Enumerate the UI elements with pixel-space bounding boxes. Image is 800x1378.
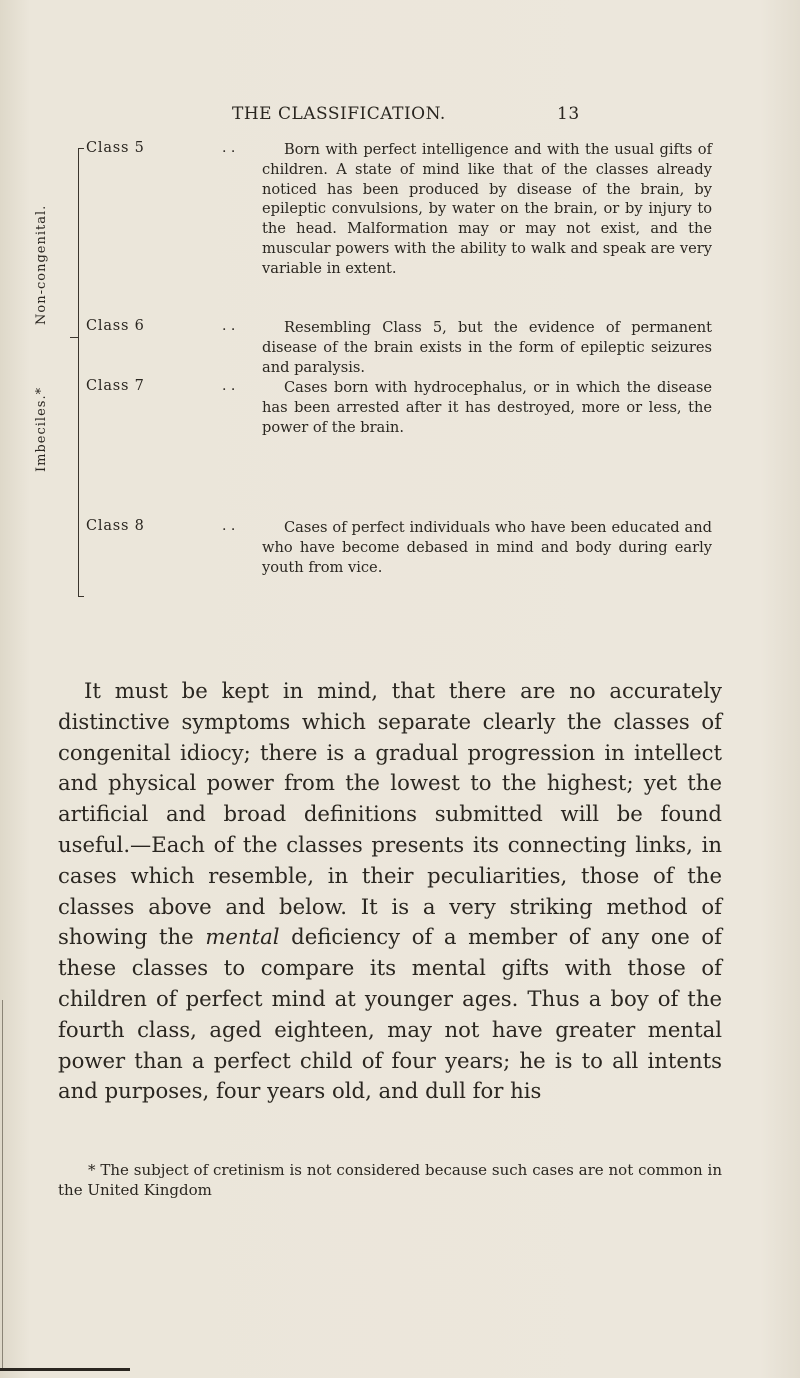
class-5-label: Class 5 [86,140,145,156]
class-8-description: Cases of perfect individuals who have been educated and who have become debased in mind and body during early youth from vice. [262,519,712,576]
side-label-imbeciles: Imbeciles.* [34,386,49,472]
page-edge-line [2,1000,3,1370]
bracket-divider [70,337,78,338]
page-bottom-mark [0,1368,130,1371]
class-8-dots: . . [222,518,236,534]
footnote: * The subject of cretinism is not considered because such cases are not common in the United Kingdom [58,1161,722,1199]
bracket-bottom-tick [78,596,84,597]
bracket-top [78,148,79,596]
main-paragraph-part-1: It must be kept in mind, that there are no accurately distinctive symptoms which separate clearly the classes of congenital idiocy; there is a gradual progression in intellect and physical power from the lowest to the highest; yet the artificial and broad definitions submitted will be found useful.—Each of the classes presents its connecting links, in cases which resemble, in their peculiarities, those of the classes above and below. It is a very striking method of showing the [58,678,722,950]
class-7-label: Class 7 [86,378,145,394]
class-6-dots: . . [222,318,236,334]
class-6-label: Class 6 [86,318,145,334]
class-5-dots: . . [222,140,236,156]
class-6-description: Resembling Class 5, but the evidence of permanent disease of the brain exists in the form of epileptic seizures and paralysis. [262,319,712,376]
side-label-non-congenital: Non-congenital. [34,204,49,325]
class-5-description: Born with perfect intelligence and with the usual gifts of children. A state of mind like that of the classes already noticed has been produced by disease of the brain, by epileptic convulsions, by water on the brain, or by injury to the head. Malformation may or may not exist, and the muscular powers with the ability to walk and speak are very variable in extent. [262,141,712,277]
main-paragraph-italic: mental [205,924,280,950]
class-7-dots: . . [222,378,236,394]
main-paragraph-part-2: deficiency of a member of any one of these classes to compare its mental gifts with those of children of perfect mind at younger ages. Thus a boy of the fourth class, aged eighteen, may not have greater mental power than a perfect child of four years; he is to all intents and purposes, four years old, and dull for his [58,924,722,1104]
bracket-top-tick [78,148,84,149]
running-title: THE CLASSIFICATION. [232,104,446,124]
main-paragraph [58,676,722,1107]
class-7-description: Cases born with hydrocephalus, or in which the disease has been arrested after it has destroyed, more or less, the power of the brain. [262,379,712,436]
class-8-label: Class 8 [86,518,145,534]
page-number: 13 [557,104,580,124]
